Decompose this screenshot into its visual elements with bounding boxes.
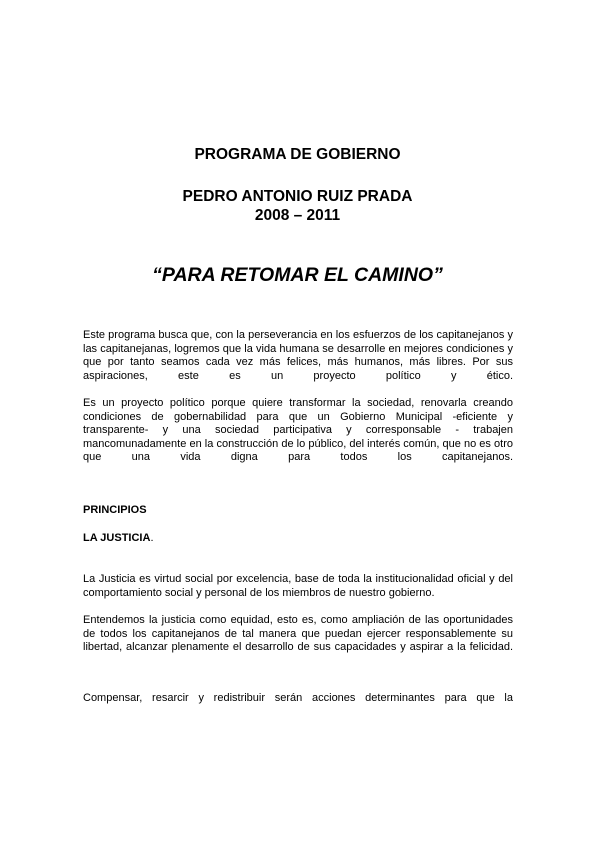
document-title: PROGRAMA DE GOBIERNO xyxy=(194,146,401,163)
subsection-heading-punct: . xyxy=(150,532,154,544)
section-heading: PRINCIPIOS xyxy=(83,504,147,516)
subsection-heading xyxy=(83,532,154,546)
campaign-motto: “PARA RETOMAR EL CAMINO” xyxy=(152,264,443,286)
justice-paragraph-3: Compensar, resarcir y redistribuir serán acciones determinantes para que la xyxy=(83,692,513,704)
justice-paragraph-1: La Justicia es virtud social por excelencia, base de toda la institucionalidad oficial y del comportamiento social y personal de los miembros de nuestro gobierno. xyxy=(83,573,513,599)
intro-paragraph-1: Este programa busca que, con la perseverancia en los esfuerzos de los capitanejanos y las capitanejanas, logremos que la vida humana se desarrolle en mejores condiciones y que por tanto seamos cada vez más felices, más humanos, más libres. Por sus aspiraciones, este es un proyecto político y ético. xyxy=(83,329,513,382)
justice-paragraph-2: Entendemos la justicia como equidad, esto es, como ampliación de las oportunidades de todos los capitanejanos de tal manera que puedan ejercer responsablemente su libertad, alcanzar plenamente el desarrollo de sus capacidades y aspirar a la felicidad. xyxy=(83,614,513,654)
subsection-heading-text: LA JUSTICIA xyxy=(83,532,151,544)
intro-paragraph-2: Es un proyecto político porque quiere transformar la sociedad, renovarla creando condiciones de gobernabilidad para que un Gobierno Municipal -eficiente y transparente- y una sociedad participativa y corresponsable - trabajen mancomunadamente en la construcción de lo público, del interés común, que no es otro que una vida digna para todos los capitanejanos. xyxy=(83,397,513,464)
candidate-name: PEDRO ANTONIO RUIZ PRADA xyxy=(182,188,413,205)
term-years: 2008 – 2011 xyxy=(254,207,341,224)
